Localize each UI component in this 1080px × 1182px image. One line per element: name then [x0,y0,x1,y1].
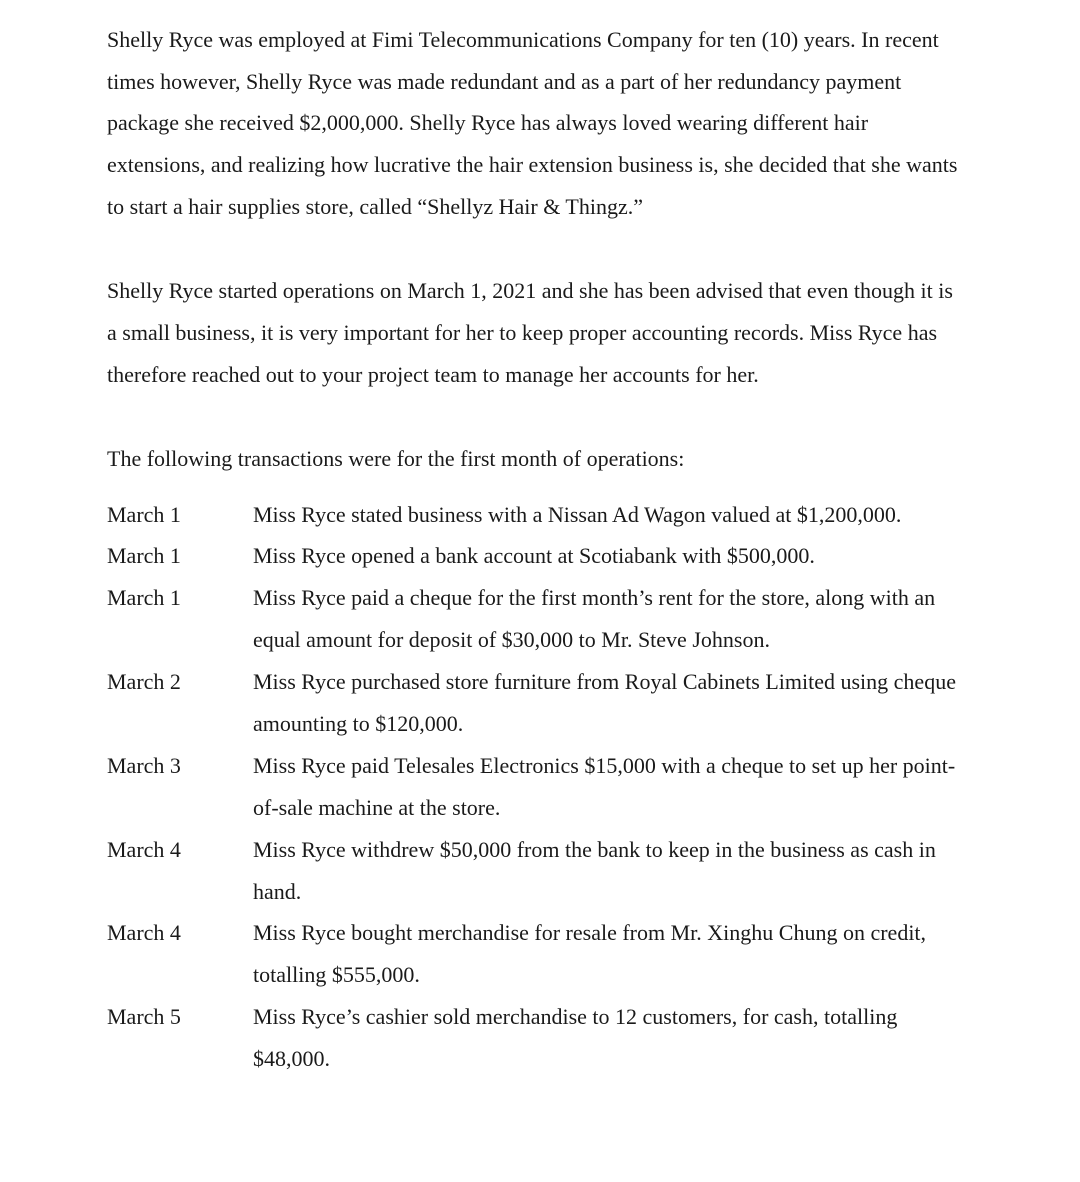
intro-line: package she received $2,000,000. Shelly Ryce has always loved wearing different hair [107,110,869,135]
transaction-description: Miss Ryce paid a cheque for the first month’s rent for the store, along with an [253,585,936,610]
transaction-date: March 2 [107,669,181,694]
transaction-description: $48,000. [253,1046,330,1071]
intro-line: times however, Shelly Ryce was made redundant and as a part of her redundancy payment [107,69,902,94]
transactions-heading: The following transactions were for the first month of operations: [107,446,685,471]
transaction-description: equal amount for deposit of $30,000 to Mr. Steve Johnson. [253,627,770,652]
transaction-date: March 4 [107,837,181,862]
intro-line: extensions, and realizing how lucrative the hair extension business is, she decided that she wants [107,152,958,177]
operations-line: a small business, it is very important for her to keep proper accounting records. Miss Ryce has [107,320,938,345]
transaction-date: March 1 [107,543,181,568]
transaction-description: Miss Ryce bought merchandise for resale from Mr. Xinghu Chung on credit, [253,920,927,945]
transaction-date: March 5 [107,1004,181,1029]
operations-line: therefore reached out to your project team to manage her accounts for her. [107,362,759,387]
transaction-description: totalling $555,000. [253,962,420,987]
transaction-description: Miss Ryce stated business with a Nissan Ad Wagon valued at $1,200,000. [253,502,902,527]
operations-line: Shelly Ryce started operations on March 1, 2021 and she has been advised that even though it is [107,278,953,303]
transaction-description: Miss Ryce purchased store furniture from Royal Cabinets Limited using cheque [253,669,956,694]
transaction-description: Miss Ryce paid Telesales Electronics $15,000 with a cheque to set up her point- [253,753,956,778]
intro-line: Shelly Ryce was employed at Fimi Telecommunications Company for ten (10) years. In recent [107,27,939,52]
transaction-description: of-sale machine at the store. [253,795,501,820]
transaction-date: March 3 [107,753,181,778]
transaction-description: Miss Ryce withdrew $50,000 from the bank to keep in the business as cash in [253,837,936,862]
transaction-date: March 1 [107,502,181,527]
transaction-date: March 4 [107,920,181,945]
transaction-description: hand. [253,879,302,904]
transaction-description: amounting to $120,000. [253,711,464,736]
intro-line: to start a hair supplies store, called “Shellyz Hair & Thingz.” [107,194,643,219]
transaction-description: Miss Ryce opened a bank account at Scotiabank with $500,000. [253,543,815,568]
transaction-description: Miss Ryce’s cashier sold merchandise to 12 customers, for cash, totalling [253,1004,898,1029]
transaction-date: March 1 [107,585,181,610]
